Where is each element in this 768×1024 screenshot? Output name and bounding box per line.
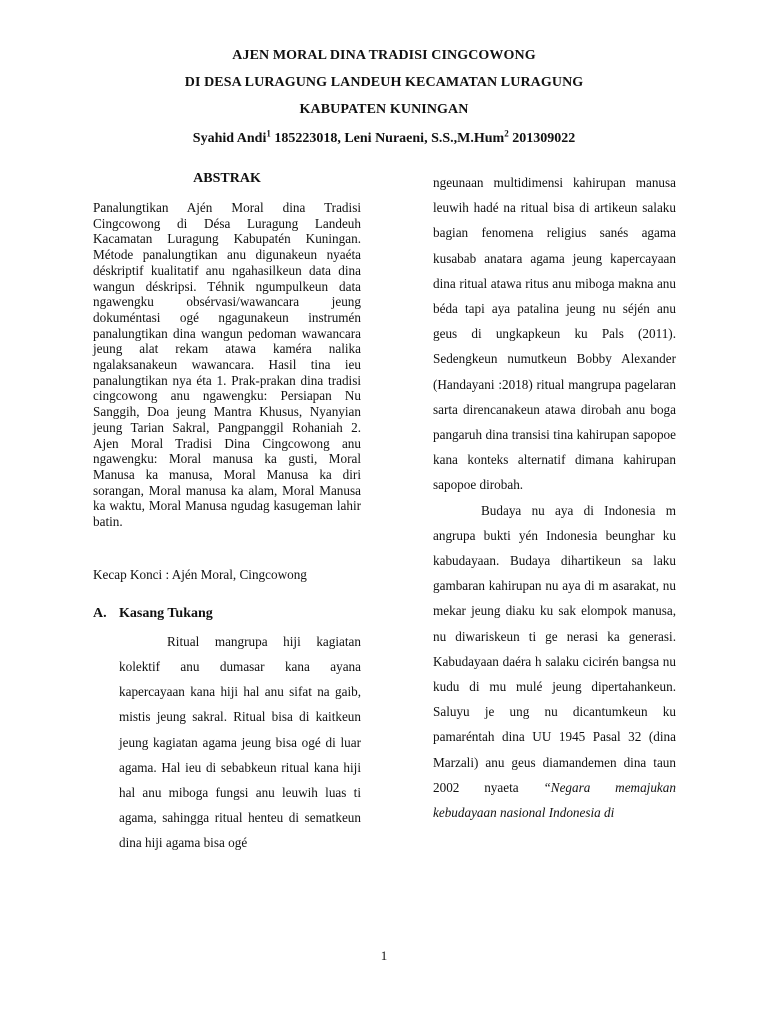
section-a-paragraph: Ritual mangrupa hiji kagiatan kolektif anu dumasar kana ayana kapercayaan kana hiji hal anu sifat na gaib, mistis jeung sakral. Ritual bisa di kaitkeun jeung kagiatan agama jeung bisa ogé di luar agama. Hal ieu di sebabkeun ritual kana hiji hal anu miboga fungsi anu leuwih luas ti agama, sahingga ritual henteu di sematkeun dina hiji agama bisa ogé <box>119 633 361 851</box>
left-column <box>93 170 361 856</box>
paper-header <box>60 42 708 152</box>
right-paragraph-2-quote: “Negara memajukan kebudayaan nasional Indonesia di <box>433 779 676 821</box>
author-2-name: Leni Nuraeni, S.S.,M.Hum <box>344 131 505 146</box>
author-2-id: 201309022 <box>508 131 576 146</box>
right-column <box>433 170 676 825</box>
author-1-name: Syahid Andi <box>192 131 267 146</box>
author-line <box>60 125 708 152</box>
title-line-3: KABUPATEN KUNINGAN <box>299 102 469 117</box>
right-paragraph-2 <box>433 498 676 826</box>
section-a-heading <box>93 605 361 623</box>
author-2-affiliation: 2 <box>504 128 509 139</box>
author-1-id: 185223018, <box>270 131 345 146</box>
section-title: Kasang Tukang <box>119 605 213 621</box>
author-1-affiliation: 1 <box>266 128 271 139</box>
right-paragraph-1: ngeunaan multidimensi kahirupan manusa leuwih hadé na ritual bisa di artikeun salaku bagian fenomena religius sanés agama kusabab anatara agama jeung kapercayaan dina ritual atawa ritus anu miboga makna anu béda tapi aya patalina jeung nu séjén anu geus di ungkapkeun ku Pals (2011). Sedengkeun numutkeun Bobby Alexander (Handayani :2018) ritual mangrupa pagelaran sarta direncanakeun atawa dirobah anu boga pangaruh dina transisi tina kahirupan sapopoe kana konteks alternatif dimana kahirupan sapopoe dirobah. <box>433 175 676 493</box>
title-line-2: DI DESA LURAGUNG LANDEUH KECAMATAN LURAGUNG <box>184 75 584 90</box>
keywords: Kecap Konci : Ajén Moral, Cingcowong <box>93 566 307 582</box>
section-number: A. <box>93 605 107 621</box>
abstract-heading: ABSTRAK <box>193 171 261 186</box>
title-line-1: AJEN MORAL DINA TRADISI CINGCOWONG <box>232 48 536 63</box>
page-number: 1 <box>380 948 388 963</box>
right-paragraph-2-text: Budaya nu aya di Indonesia m angrupa bukti yén Indonesia beunghar ku kabudayaan. Budaya dihartikeun sa laku gambaran kahirupan nu aya di m asarakat, nu mekar jeung diaku ku sak elompok manusa, nu diwariskeun ti ge nerasi ka generasi. Kabudayaan daéra h salaku cicirén bangsa nu kudu di mu mulé jeung dipertahankeun. Saluyu je ung nu dicantumkeun ku pamaréntah dina UU 1945 Pasal 32 (dina Marzali) anu geus diamandemen dina taun 2002 nyaeta <box>433 502 676 795</box>
abstract-text: Panalungtikan Ajén Moral dina Tradisi Cingcowong di Désa Luragung Landeuh Kacamatan Luragung Kabupatén Kuningan. Métode panalungtikan anu digunakeun nyaéta déskriptif kualitatif anu ngahasilkeun data dina wangun déskripsi. Téhnik ngumpulkeun data ngawengku obsérvasi/wawancara jeung dokuméntasi ogé ngagunakeun instrumén panalungtikan dina wangun pedoman wawancara jeung alat rekam atawa kaméra nalika ngalaksanakeun wawancara. Hasil tina ieu panalungtikan nya éta 1. Prak-prakan dina tradisi cingcowong anu ngawengku: Persiapan Nu Sanggih, Doa jeung Mantra Khusus, Nyanyian jeung Tarian Sakral, Pangpanggil Rohaniah 2. Ajen Moral Tradisi Dina Cingcowong anu ngawengku: Moral manusa ka gusti, Moral Manusa ka manusa, Moral Manusa ka diri sorangan, Moral manusa ka alam, Moral Manusa ka waktu, Moral Manusa ngudag kasugeman lahir batin. <box>93 200 361 530</box>
